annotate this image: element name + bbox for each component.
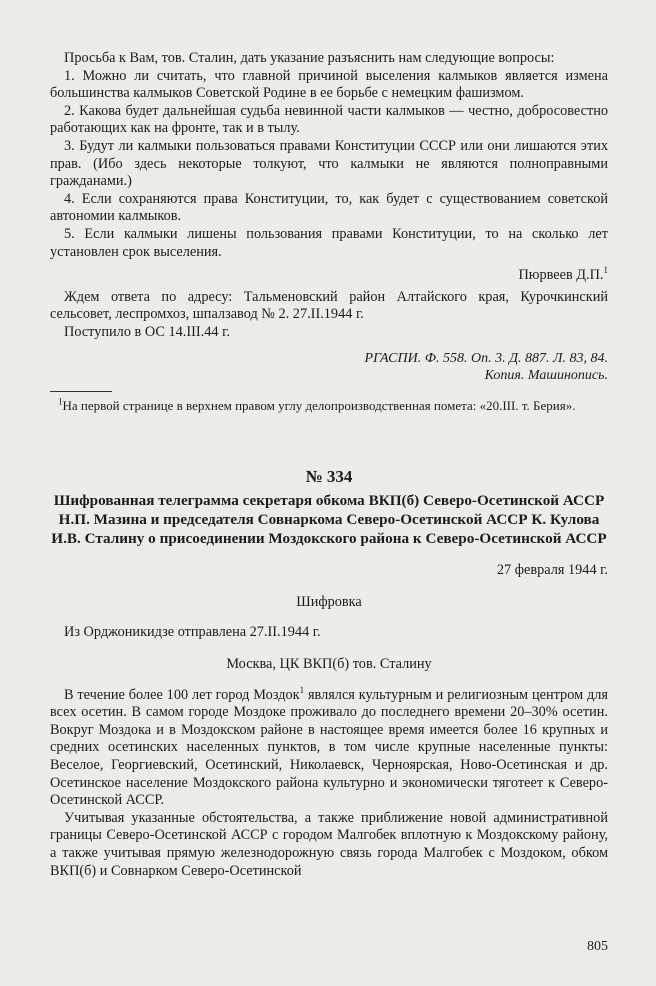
question-3: 3. Будут ли калмыки пользоваться правами Конституции СССР или они лишаются этих прав. (Ибо здесь некоторые толкуют, что калмыки не являются полноправными гражданами.) — [50, 137, 608, 190]
document-title: Шифрованная телеграмма секретаря обкома ВКП(б) Северо-Осетинской АССР Н.П. Мазина и председателя Совнаркома Северо-Осетинской АССР К. Кулова И.В. Сталину о присоединении Моздокского района к Северо-Осетинской АССР — [51, 492, 607, 548]
body-footnote-mark: 1 — [299, 684, 305, 695]
signature-name: Пюрвеев Д.П. — [518, 267, 604, 284]
body-paragraph-1 — [50, 684, 608, 810]
archive-source-ref: РГАСПИ. Ф. 558. Оп. 3. Д. 887. Л. 83, 84. — [364, 350, 608, 366]
body-paragraph-2: Учитывая указанные обстоятельства, а также приближение новой административной границы Северо-Осетинской АССР с городом Малгобек вплотную к Моздокскому району, а также учитывая прямую железнодорожную связь города Малгобек с Моздоком, обком ВКП(б) и Совнарком Северо-Осетинской — [50, 809, 608, 879]
footnote-mark: 1 — [58, 396, 63, 407]
body-paragraph-1-rest: являлся культурным и религиозным центром для всех осетин. В самом городе Моздоке проживало до последнего времени 20–30% осетин. Вокруг Моздока и в Моздокском районе в настоящее время имеется более 16 крупных и средних осетинских населенных пунктов, в том числе крупные населенные пункты: Веселое, Георгиевский, Осетинский, Николаевск, Черноярская, Ново-Осетинская и др. Осетинское население Моздокского района культурно и экономически тяготеет к Северо-Осетинской АССР. — [50, 686, 608, 809]
question-1: 1. Можно ли считать, что главной причиной выселения калмыков является измена большинства калмыков Советской Родине в ее борьбе с немецким фашизмом. — [50, 67, 608, 102]
archive-source-type: Копия. Машинопись. — [484, 368, 608, 384]
questions-intro: Просьба к Вам, тов. Сталин, дать указание разъяснить нам следующие вопросы: — [64, 50, 555, 66]
question-2: 2. Какова будет дальнейшая судьба невинной части калмыков — честно, добросовестно работающих как на фронте, так и в тылу. — [50, 102, 608, 137]
signature — [50, 267, 608, 285]
footnote-divider — [50, 391, 112, 392]
document-number: № 334 — [305, 466, 353, 486]
sent-from: Из Орджоникидзе отправлена 27.II.1944 г. — [64, 624, 321, 641]
document-date: 27 февраля 1944 г. — [496, 562, 608, 579]
page-number: 805 — [587, 939, 608, 955]
question-5: 5. Если калмыки лишены пользования правами Конституции, то на сколько лет установлен срок выселения. — [50, 225, 608, 260]
body-paragraph-1-start: В течение более 100 лет город Моздок — [64, 686, 300, 703]
received-note: Поступило в ОС 14.III.44 г. — [64, 323, 230, 340]
footnote — [50, 398, 608, 414]
signature-footnote-mark: 1 — [603, 265, 608, 276]
awaiting-address: Ждем ответа по адресу: Тальменовский район Алтайского края, Курочкинский сельсовет, леспромхоз, шпалзавод № 2. 27.II.1944 г. — [50, 288, 608, 323]
addressee: Москва, ЦК ВКП(б) тов. Сталину — [226, 656, 432, 673]
cipher-label: Шифровка — [296, 593, 362, 610]
archive-source — [50, 350, 608, 385]
footnote-text: На первой странице в верхнем правом углу делопроизводственная помета: «20.III. т. Берия». — [62, 397, 576, 413]
question-4: 4. Если сохраняются права Конституции, то, как будет с существованием советской автономии калмыков. — [50, 190, 608, 225]
